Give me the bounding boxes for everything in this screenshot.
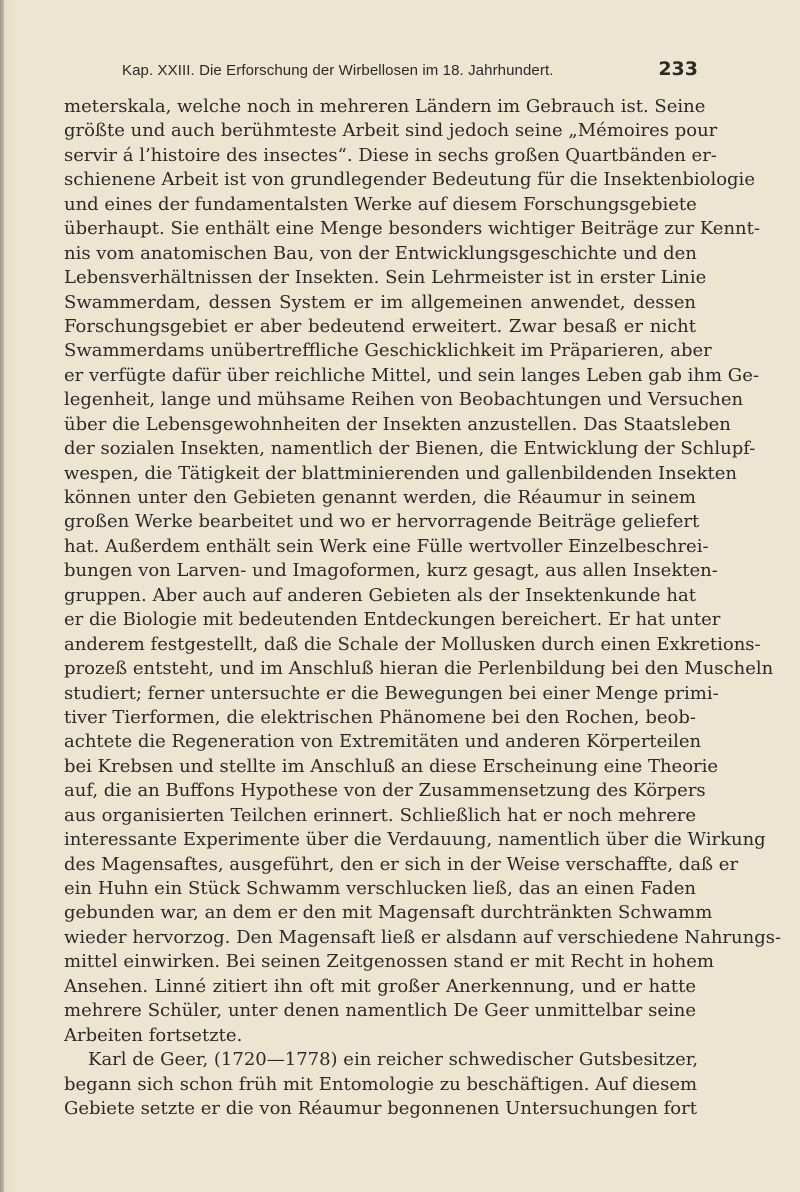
text-line: Gebiete setzte er die von Réaumur begonnenen Untersuchungen fort [64,1097,697,1119]
text-line: großen Werke bearbeitet und wo er hervorragende Beiträge geliefert [64,511,700,533]
text-line: gruppen. Aber auch auf anderen Gebieten als der Insektenkunde hat [64,584,696,606]
text-line: überhaupt. Sie enthält eine Menge besonders wichtiger Beiträge zur Kennt- [64,218,760,240]
text-line: mittel einwirken. Bei seinen Zeitgenossen stand er mit Recht in hohem [64,951,714,973]
page-binding-edge [0,0,4,1192]
text-line: bei Krebsen und stellte im Anschluß an diese Erscheinung eine Theorie [64,755,719,777]
text-line: interessante Experimente über die Verdauung, namentlich über die Wirkung [64,829,766,851]
text-line: Swammerdams unübertreffliche Geschicklichkeit im Präparieren, aber [64,340,712,362]
text-line: aus organisierten Teilchen erinnert. Schließlich hat er noch mehrere [64,804,696,826]
text-line: Ansehen. Linné zitiert ihn oft mit großer Anerkennung, und er hatte [64,975,696,997]
text-line: des Magensaftes, ausgeführt, den er sich in der Weise verschaffte, daß er [64,853,739,875]
text-line: er verfügte dafür über reichliche Mittel, und sein langes Leben gab ihm Ge- [64,364,759,386]
text-line: tiver Tierformen, die elektrischen Phänomene bei den Rochen, beob- [64,706,696,728]
text-line: wespen, die Tätigkeit der blattminierenden und gallenbildenden Insekten [64,462,738,484]
text-line: legenheit, lange und mühsame Reihen von Beobachtungen und Versuchen [64,389,744,411]
text-line: mehrere Schüler, unter denen namentlich De Geer unmittelbar seine [64,1000,696,1022]
text-line: meterskala, welche noch in mehreren Ländern im Gebrauch ist. Seine [64,96,706,117]
text-line: auf, die an Buffons Hypothese von der Zusammensetzung des Körpers [64,780,706,802]
text-line: Arbeiten fortsetzte. [64,1024,243,1046]
page-number: 233 [658,58,698,80]
text-line: Swammerdam, dessen System er im allgemeinen anwendet, dessen [64,291,696,313]
text-line: studiert; ferner untersuchte er die Bewegungen bei einer Menge primi- [64,682,719,704]
text-line: bungen von Larven- und Imagoformen, kurz gesagt, aus allen Insekten- [64,560,718,582]
text-line: über die Lebensgewohnheiten der Insekten anzustellen. Das Staatsleben [64,413,731,435]
text-line: er die Biologie mit bedeutenden Entdeckungen bereichert. Er hat unter [64,609,721,631]
running-head: Kap. XXIII. Die Erforschung der Wirbellosen im 18. Jahrhundert. [122,62,554,79]
text-line: nis vom anatomischen Bau, von der Entwicklungsgeschichte und den [64,242,697,264]
text-line: können unter den Gebieten genannt werden, die Réaumur in seinem [64,487,696,508]
text-line: Lebensverhältnissen der Insekten. Sein Lehrmeister ist in erster Linie [64,267,707,289]
text-line: anderem festgestellt, daß die Schale der Mollusken durch einen Exkretions- [64,633,761,655]
text-line: schienene Arbeit ist von grundlegender Bedeutung für die Insektenbiologie [64,169,755,191]
text-line: wieder hervorzog. Den Magensaft ließ er alsdann auf verschiedene Nahrungs- [64,926,782,948]
text-line: ein Huhn ein Stück Schwamm verschlucken ließ, das an einen Faden [64,878,696,899]
text-line: achtete die Regeneration von Extremitäten und anderen Körperteilen [64,731,702,753]
body-text [64,95,782,1121]
text-line: der sozialen Insekten, namentlich der Bienen, die Entwicklung der Schlupf- [64,438,756,460]
page-header [122,58,698,82]
text-line: hat. Außerdem enthält sein Werk eine Fülle wertvoller Einzelbeschrei- [64,535,709,557]
text-line: Forschungsgebiet er aber bedeutend erweitert. Zwar besaß er nicht [64,315,696,337]
text-line: und eines der fundamentalsten Werke auf diesem Forschungsgebiete [64,193,697,215]
text-line: gebunden war, an dem er den mit Magensaft durchtränkten Schwamm [64,902,713,924]
text-line: servir á l’histoire des insectes“. Diese in sechs großen Quartbänden er- [64,144,717,166]
text-line: Karl de Geer, (1720—1778) ein reicher schwedischer Gutsbesitzer, [88,1049,699,1071]
text-line: größte und auch berühmteste Arbeit sind jedoch seine „Mémoires pour [64,120,718,142]
text-line: begann sich schon früh mit Entomologie zu beschäftigen. Auf diesem [64,1073,698,1095]
text-line: prozeß entsteht, und im Anschluß hieran die Perlenbildung bei den Muscheln [64,658,774,680]
